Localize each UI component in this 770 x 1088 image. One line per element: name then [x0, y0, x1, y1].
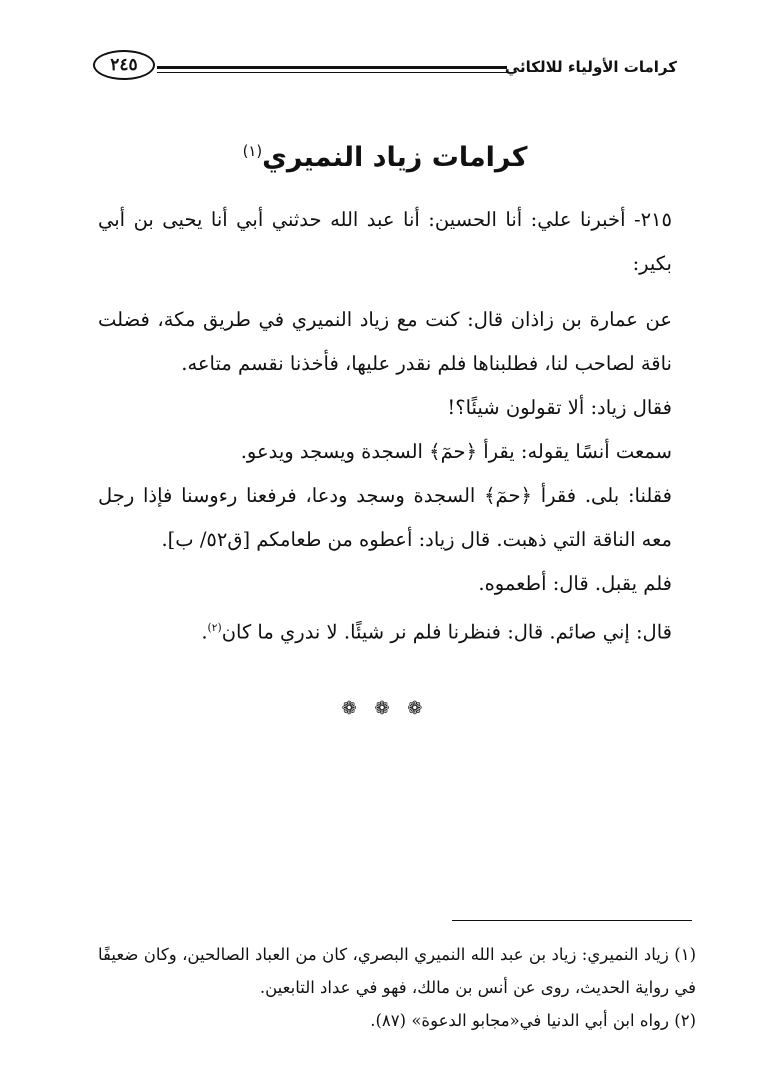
chapter-title: [0, 142, 770, 173]
page-number: ٢٤٥: [93, 50, 155, 80]
footnotes: [98, 938, 696, 1037]
paragraph-refused: فلم يقبل. قال: أطعموه.: [478, 572, 672, 595]
footnote-1: (١) زياد النميري: زياد بن عبد الله النميري البصري، كان من العباد الصالحين، وكان ضعيفًا في رواية الحديث، روى عن أنس بن مالك، فهو في عداد التابعين.: [98, 945, 696, 997]
paragraph-ziyad-question: فقال زياد: ألا تقولون شيئًا؟!: [447, 396, 672, 419]
paragraph-isnad: ٢١٥- أخبرنا علي: أنا الحسين: أنا عبد الله حدثني أبي أنا يحيى بن أبي بكير:: [98, 208, 672, 275]
header-rule-thin: [157, 72, 507, 73]
paragraph-fasting-end: .: [201, 620, 208, 644]
footnote-2: (٢) رواه ابن أبي الدنيا في«مجابو الدعوة» (٨٧).: [370, 1011, 696, 1030]
header-rule: [157, 66, 507, 76]
paragraph-anas: سمعت أنسًا يقوله: يقرأ ﴿حمٓ﴾ السجدة ويسجد ويدعو.: [240, 440, 672, 463]
footnote-rule: [452, 920, 692, 921]
footnote-ref-2: (٢): [207, 621, 222, 634]
header-rule-thick: [157, 66, 507, 69]
chapter-title-text: كرامات زياد النميري: [262, 142, 528, 173]
paragraph-recitation: فقلنا: بلى. فقرأ ﴿حمٓ﴾ السجدة وسجد ودعا، فرفعنا رءوسنا فإذا رجل معه الناقة التي ذهبت. قال زياد: أعطوه من طعامكم [ق٥٢/ ب].: [98, 484, 672, 551]
body-text: [98, 198, 672, 655]
footnote-ref-1: (١): [242, 142, 263, 160]
paragraph-fasting: [98, 606, 672, 655]
paragraph-narration: عن عمارة بن زاذان قال: كنت مع زياد النميري في طريق مكة، فضلت ناقة لصاحب لنا، فطلبناها فلم نقدر عليها، فأخذنا نقسم متاعه.: [98, 308, 672, 375]
running-header: [93, 50, 677, 90]
section-separator: ❁ ❁ ❁: [341, 698, 429, 719]
paragraph-fasting-text: قال: إني صائم. قال: فنظرنا فلم نر شيئًا. لا ندري ما كان: [221, 620, 672, 644]
book-title: كرامات الأولياء للالكائي: [504, 58, 677, 76]
